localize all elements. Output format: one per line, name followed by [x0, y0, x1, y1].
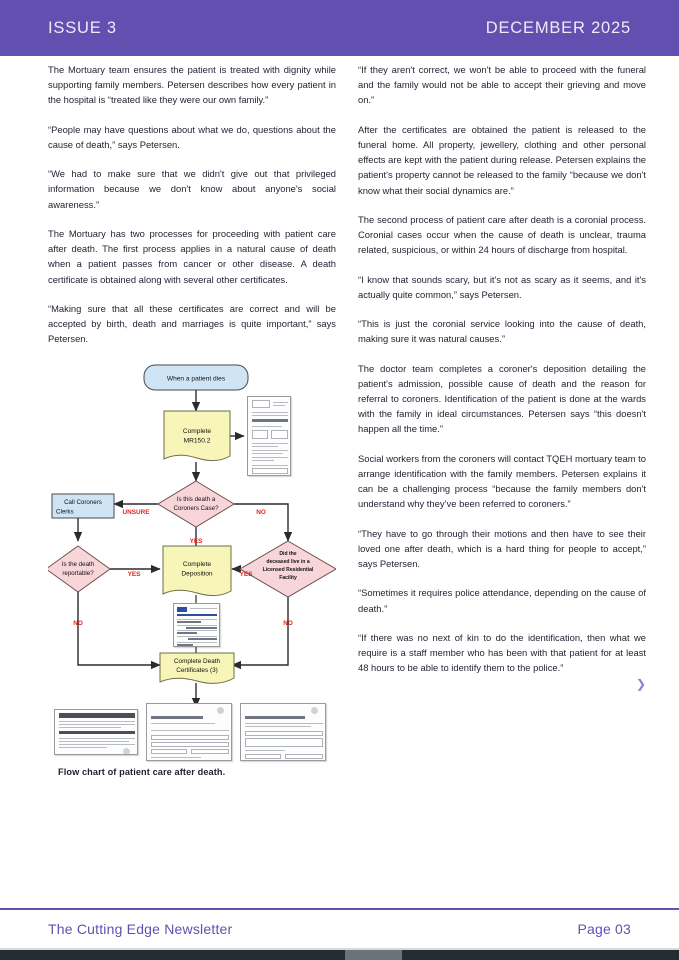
edge-label-no-top: NO [256, 508, 266, 516]
edge-label-yes-right: YES [239, 570, 253, 578]
node-call-coroners-clerks-line2: Clerks [56, 508, 74, 516]
node-decision-coroners-case-line2: Coroners Case? [173, 504, 219, 512]
paragraph: “Sometimes it requires police attendance, depending on the cause of death.” [358, 587, 646, 614]
paragraph: The second process of patient care after death is a coronial process. Coronial cases occur when the cause of death is unclear, trauma related, suspicious, or within 24 hours of discharge from hospital. [358, 213, 646, 256]
flowchart-figure [48, 363, 336, 777]
certificate-thumbnail-2 [146, 703, 232, 761]
paragraph: “This is just the coronial service looking into the cause of death, making sure it was natural causes.” [358, 318, 646, 345]
left-column [48, 62, 336, 777]
edge-label-unsure: UNSURE [122, 508, 150, 516]
node-complete-death-certificates-line2: Certificates (3) [176, 666, 218, 674]
node-complete-mr150 [164, 411, 230, 461]
node-decision-residential-facility-line1: Did the [279, 550, 297, 557]
two-column-layout [48, 62, 646, 777]
right-column [358, 62, 646, 777]
node-decision-reportable-line2: reportable? [62, 569, 94, 577]
flowchart-canvas [48, 363, 336, 763]
issue-label: ISSUE 3 [48, 18, 117, 37]
continue-arrow-icon[interactable]: ❯ [635, 676, 646, 691]
connector [78, 592, 160, 665]
node-decision-residential-facility-line2: deceased live in a [266, 558, 310, 565]
edge-label-no-left: NO [73, 619, 83, 627]
paragraph: Social workers from the coroners will contact TQEH mortuary team to arrange identification with the family members. Petersen explains it can be a challenging process “because the family members don't understand why they’ve been referred to coroners.” [358, 452, 646, 510]
node-decision-coroners-case [158, 481, 234, 527]
issue-date: DECEMBER 2025 [485, 18, 631, 37]
edge-label-no-right: NO [283, 619, 293, 627]
footer-newsletter-title: The Cutting Edge Newsletter [48, 921, 233, 937]
form-thumbnail-mr150 [247, 396, 291, 476]
paragraph: “They have to go through their motions and then have to see their loved one after death, which is a hard thing for people to accept,” says Petersen. [358, 527, 646, 570]
node-decision-residential-facility-line4: Facility [279, 574, 297, 581]
paragraph-text: “If there was no next of kin to do the identification, then what we require is a staff member who has been with that patient for at least 48 hours to be able to identify them to the police.” [358, 631, 646, 674]
node-complete-mr150-line1: Complete [182, 427, 212, 435]
paragraph: The Mortuary team ensures the patient is treated with dignity while supporting family members. Petersen describes how every patient in the hospital is “treated like they were our own family.” [48, 64, 336, 106]
certificate-thumbnail-1 [54, 709, 138, 755]
paragraph: “If they aren't correct, we won't be able to proceed with the funeral and the family would not be able to accept their grieving and move on.” [358, 64, 646, 106]
scrollbar-thumb[interactable] [345, 950, 402, 960]
article-body [0, 62, 679, 907]
form-thumbnail-deposition [173, 603, 220, 647]
node-decision-coroners-case-line1: Is this death a [176, 495, 216, 503]
node-start-label: When a patient dies [166, 375, 226, 383]
node-decision-residential-facility-line3: Licensed Residential [262, 566, 314, 573]
paragraph-last [358, 630, 646, 676]
paragraph: The Mortuary has two processes for proceeding with patient care after death. The first process applies in a natural cause of death when a patient passes from cancer or other disease. A death certificate is obtained along with several other certificates. [48, 227, 336, 285]
masthead [0, 0, 679, 56]
certificate-thumbnail-3 [240, 703, 326, 761]
footer [0, 910, 679, 948]
figure-caption: Flow chart of patient care after death. [58, 766, 226, 777]
paragraph: “We had to make sure that we didn't give out that privileged information because we don't know about anyone's social awareness.” [48, 168, 336, 210]
node-decision-reportable [48, 546, 110, 592]
node-call-coroners-clerks-line1: Call Coroners [64, 498, 102, 506]
node-complete-death-certificates-line1: Complete Death [173, 657, 221, 665]
node-complete-mr150-line2: MR150.2 [183, 437, 211, 445]
paragraph: “I know that sounds scary, but it's not as scary as it seems, and it's actually quite common,” says Petersen. [358, 273, 646, 300]
horizontal-scrollbar[interactable] [0, 950, 679, 960]
connector [232, 592, 288, 665]
paragraph: “People may have questions about what we do, questions about the cause of death,” says Petersen. [48, 123, 336, 150]
node-complete-deposition-line1: Complete [182, 560, 212, 568]
edge-label-yes-center: YES [189, 537, 203, 545]
paragraph: After the certificates are obtained the patient is released to the funeral home. All property, jewellery, clothing and other personal effects are kept with the patient during release. Petersen explains the patient's property cannot be released to the family “because we don't know what their social dynamics are.” [358, 123, 646, 196]
node-complete-deposition-line2: Deposition [181, 570, 213, 578]
paragraph: The doctor team completes a coroner's deposition detailing the patient's admission, possible cause of death and the reason for referral to coroners. Identification of the patient is done at the wards with the family in ideal circumstances. Petersen says “this doesn't happen all the time.” [358, 362, 646, 435]
footer-page-number: Page 03 [577, 921, 631, 937]
edge-label-yes-left: YES [127, 570, 141, 578]
node-decision-reportable-line1: Is the death [61, 560, 95, 568]
paragraph: “Making sure that all these certificates are correct and will be accepted by birth, death and marriages is quite important,” says Petersen. [48, 302, 336, 345]
